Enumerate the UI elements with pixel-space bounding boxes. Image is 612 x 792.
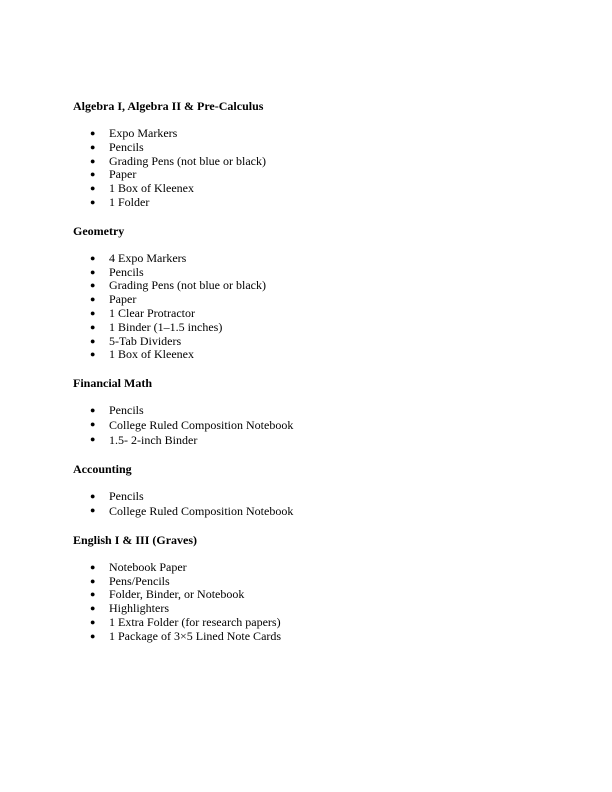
list-item-label: Grading Pens (not blue or black) (109, 278, 266, 293)
bullet-icon: ● (90, 603, 96, 614)
bullet-icon: ● (90, 169, 96, 180)
list-item-label: 4 Expo Markers (109, 250, 187, 265)
bullet-icon: ● (90, 294, 96, 305)
list-item-label: Pencils (109, 403, 144, 418)
supply-list-document (73, 99, 573, 644)
bullet-icon: ● (90, 335, 96, 346)
bullet-icon: ● (90, 307, 96, 318)
bullet-icon: ● (90, 405, 96, 416)
list-item-label: 1 Binder (1–1.5 inches) (109, 319, 223, 334)
bullet-icon: ● (90, 349, 96, 360)
list-item-label: 1 Clear Protractor (109, 305, 195, 320)
list-item-label: 1 Box of Kleenex (109, 347, 194, 362)
bullet-icon: ● (90, 141, 96, 152)
list-item-label: Grading Pens (not blue or black) (109, 153, 266, 168)
section-algebra (73, 99, 573, 210)
list-item (73, 141, 573, 155)
section-heading: Financial Math (73, 376, 153, 391)
list-item (73, 418, 573, 433)
bullet-icon: ● (90, 616, 96, 627)
bullet-icon: ● (90, 155, 96, 166)
supply-list (73, 490, 573, 519)
bullet-icon: ● (90, 561, 96, 572)
section-heading: Algebra I, Algebra II & Pre-Calculus (73, 99, 264, 113)
list-item (73, 630, 573, 644)
section-heading: Accounting (73, 461, 132, 476)
list-item-label: 1 Folder (109, 194, 150, 209)
list-item-label: College Ruled Composition Notebook (109, 417, 294, 432)
bullet-icon: ● (90, 433, 96, 444)
bullet-icon: ● (90, 504, 96, 515)
list-item-label: 1 Extra Folder (for research papers) (109, 614, 281, 629)
list-item (73, 266, 573, 280)
list-item-label: Paper (109, 292, 137, 307)
list-item (73, 504, 573, 519)
section-accounting (73, 462, 573, 519)
list-item-label: College Ruled Composition Notebook (109, 503, 294, 518)
list-item (73, 404, 573, 418)
bullet-icon: ● (90, 630, 96, 641)
list-item-label: Expo Markers (109, 126, 178, 140)
list-item-label: 1 Package of 3×5 Lined Note Cards (109, 628, 282, 643)
list-item-label: Pencils (109, 264, 144, 279)
list-item (73, 490, 573, 504)
list-item-label: Pencils (109, 488, 144, 503)
list-item (73, 196, 573, 210)
bullet-icon: ● (90, 589, 96, 600)
list-item (73, 279, 573, 293)
list-item-label: Folder, Binder, or Notebook (109, 587, 245, 602)
list-item (73, 602, 573, 616)
section-geometry (73, 224, 573, 362)
list-item (73, 575, 573, 589)
bullet-icon: ● (90, 266, 96, 277)
bullet-icon: ● (90, 418, 96, 429)
list-item (73, 307, 573, 321)
list-item (73, 335, 573, 349)
section-heading: Geometry (73, 223, 125, 238)
bullet-icon: ● (90, 196, 96, 207)
bullet-icon: ● (90, 128, 96, 138)
bullet-icon: ● (90, 252, 96, 263)
list-item (73, 433, 573, 448)
list-item (73, 127, 573, 141)
list-item-label: Highlighters (109, 601, 169, 616)
list-item (73, 293, 573, 307)
bullet-icon: ● (90, 321, 96, 332)
list-item (73, 155, 573, 169)
list-item (73, 588, 573, 602)
list-item-label: 1.5- 2-inch Binder (109, 432, 198, 447)
list-item (73, 348, 573, 362)
supply-list (73, 252, 573, 362)
supply-list (73, 404, 573, 448)
section-english (73, 533, 573, 644)
section-heading: English I & III (Graves) (73, 532, 198, 547)
list-item (73, 168, 573, 182)
section-financial-math (73, 376, 573, 448)
list-item-label: Pens/Pencils (109, 573, 170, 588)
list-item (73, 616, 573, 630)
list-item (73, 321, 573, 335)
list-item-label: Notebook Paper (109, 559, 187, 574)
list-item (73, 182, 573, 196)
bullet-icon: ● (90, 280, 96, 291)
supply-list (73, 127, 573, 210)
list-item-label: Pencils (109, 139, 144, 154)
list-item (73, 561, 573, 575)
bullet-icon: ● (90, 490, 96, 501)
list-item-label: 5-Tab Dividers (109, 333, 182, 348)
bullet-icon: ● (90, 183, 96, 194)
list-item-label: Paper (109, 167, 137, 182)
bullet-icon: ● (90, 575, 96, 586)
supply-list (73, 561, 573, 644)
list-item-label: 1 Box of Kleenex (109, 181, 194, 196)
list-item (73, 252, 573, 266)
